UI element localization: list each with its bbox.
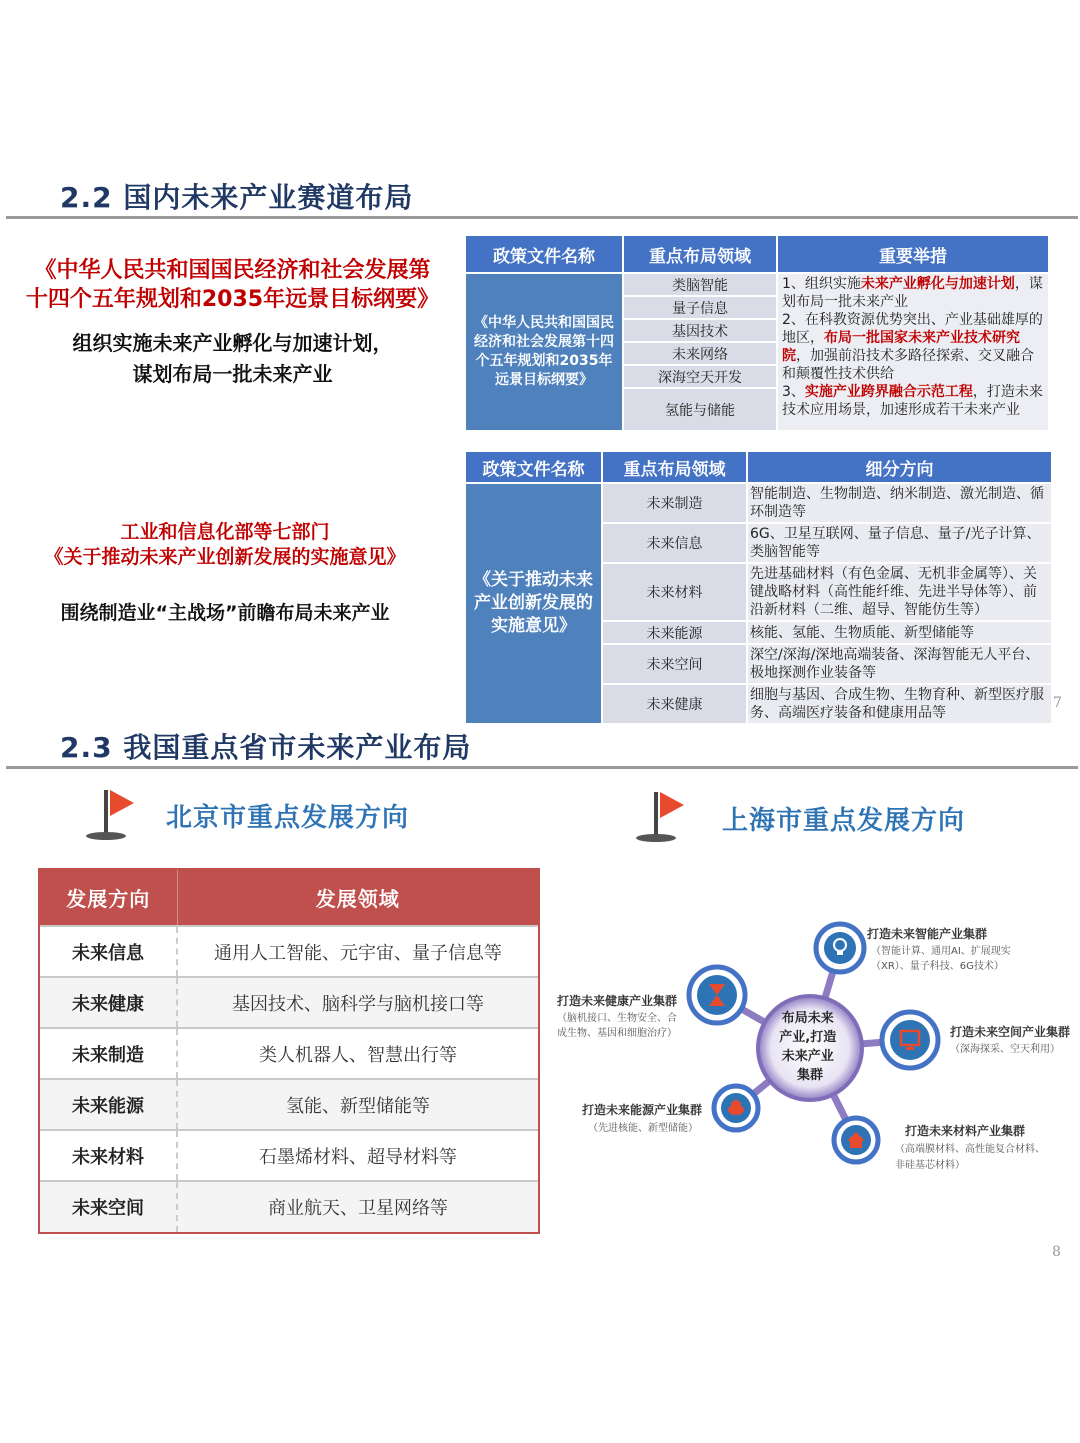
opinion-table-area: 未来健康: [602, 684, 747, 724]
plan-table-area: 基因技术: [623, 319, 777, 342]
opinion-summary: 围绕制造业“主战场”前瞻布局未来产业: [60, 602, 390, 624]
opinion-table-area: 未来信息: [602, 523, 747, 563]
svg-text:成生物、基因和细胞治疗）: 成生物、基因和细胞治疗）: [557, 1028, 677, 1039]
svg-text:（脑机接口、生物安全、合: （脑机接口、生物安全、合: [557, 1013, 677, 1024]
plan-table-area: 深海空天开发: [623, 365, 777, 388]
measure-3-text: 3、: [782, 384, 805, 400]
shanghai-title: 上海市重点发展方向: [722, 806, 966, 836]
opinion-table-doc-name: 《关于推动未来产业创新发展的实施意见》: [465, 483, 602, 724]
beijing-field: 石墨烯材料、超导材料等: [177, 1130, 538, 1181]
svg-text:打造未来健康产业集群: 打造未来健康产业集群: [557, 994, 678, 1008]
node-health: [556, 967, 745, 1039]
plan-table-area: 未来网络: [623, 342, 777, 365]
plan-title-line2: 十四个五年规划和2035年远景目标纲要》: [25, 287, 440, 312]
opinion-table-header-doc: 政策文件名称: [465, 451, 602, 483]
opinion-table: [464, 450, 1053, 725]
node-space: [882, 1012, 1070, 1068]
beijing-header-direction: 发展方向: [40, 870, 177, 926]
node-material: [834, 1118, 1045, 1171]
node-energy: [581, 1086, 758, 1134]
table-row: [40, 1181, 538, 1232]
opinion-table-direction: 深空/深海/深地高端装备、深海智能无人平台、极地探测作业装备等: [747, 644, 1052, 684]
beijing-field: 商业航天、卫星网络等: [177, 1181, 538, 1232]
opinion-title: [20, 520, 430, 570]
center-label: 布局未来 产业,打造 未来产业 集群: [779, 1011, 837, 1083]
page-number-7: 7: [1053, 695, 1062, 711]
svg-text:（深海探采、空天利用）: （深海探采、空天利用）: [950, 1044, 1060, 1055]
beijing-direction: 未来健康: [40, 977, 177, 1028]
measure-2-highlight: 布局一批国家未来产业技术研究院: [782, 330, 1020, 364]
beijing-direction: 未来信息: [40, 926, 177, 977]
svg-text:非硅基芯材料）: 非硅基芯材料）: [895, 1160, 965, 1171]
section-23-divider: [6, 766, 1078, 769]
measure-2-text: 2、在科教资源优势突出、产业基础雄厚的地区，: [782, 312, 1043, 346]
opinion-table-direction: 核能、氢能、生物质能、新型储能等: [747, 621, 1052, 644]
svg-text:打造未来智能产业集群: 打造未来智能产业集群: [867, 927, 988, 941]
opinion-table-direction: 先进基础材料（有色金属、无机非金属等）、关键战略材料（高性能纤维、先进半导体等）、前沿新材料（二维、超导、智能仿生等）: [747, 563, 1052, 621]
section-23-title: 2.3 我国重点省市未来产业布局: [60, 731, 472, 764]
flag-icon: [634, 788, 690, 844]
opinion-table-direction: 智能制造、生物制造、纳米制造、激光制造、循环制造等: [747, 483, 1052, 523]
node-smart: [816, 924, 1011, 972]
plan-summary-line1: 组织实施未来产业孵化与加速计划，: [72, 331, 393, 355]
beijing-table: [38, 868, 540, 1234]
opinion-title-line1: 工业和信息化部等七部门: [120, 521, 330, 543]
beijing-field: 类人机器人、智慧出行等: [177, 1028, 538, 1079]
svg-text:打造未来空间产业集群: 打造未来空间产业集群: [950, 1025, 1071, 1039]
measure-1-highlight: 未来产业孵化与加速计划: [860, 276, 1015, 292]
plan-summary: [10, 328, 455, 390]
plan-table-header-doc: 政策文件名称: [465, 235, 623, 273]
flag-icon: [84, 786, 140, 842]
table-row: [40, 1130, 538, 1181]
plan-title: [10, 256, 455, 314]
beijing-header-field: 发展领域: [177, 870, 538, 926]
plan-table-area: 氢能与储能: [623, 388, 777, 431]
section-22-divider: [6, 216, 1078, 219]
opinion-table-direction: 6G、卫星互联网、量子信息、量子/光子计算、类脑智能等: [747, 523, 1052, 563]
measure-1-text-end: ，谋划布局一批未来产业: [782, 276, 1043, 310]
opinion-table-area: 未来材料: [602, 563, 747, 621]
measure-3-highlight: 实施产业跨界融合示范工程: [804, 384, 973, 400]
svg-text:打造未来能源产业集群: 打造未来能源产业集群: [582, 1103, 703, 1117]
section-22-title: 2.2 国内未来产业赛道布局: [60, 181, 414, 214]
opinion-table-header-direction: 细分方向: [747, 451, 1052, 483]
table-row: [40, 1079, 538, 1130]
beijing-direction: 未来空间: [40, 1181, 177, 1232]
svg-text:（先进核能、新型储能）: （先进核能、新型储能）: [588, 1123, 698, 1134]
beijing-field: 通用人工智能、元宇宙、量子信息等: [177, 926, 538, 977]
svg-text:（高端膜材料、高性能复合材料、: （高端膜材料、高性能复合材料、: [895, 1144, 1045, 1155]
measure-1-text: 1、组织实施: [782, 276, 861, 292]
beijing-field: 基因技术、脑科学与脑机接口等: [177, 977, 538, 1028]
plan-table-header-area: 重点布局领域: [623, 235, 777, 273]
measure-3-text-end: ，打造未来技术应用场景，加速形成若干未来产业: [782, 384, 1043, 418]
svg-text:（智能计算、通用AI、扩展现实: （智能计算、通用AI、扩展现实: [871, 946, 1011, 957]
plan-table: [464, 234, 1050, 432]
opinion-table-area: 未来制造: [602, 483, 747, 523]
beijing-title: 北京市重点发展方向: [166, 803, 410, 833]
svg-text:（XR）、量子科技、6G技术）: （XR）、量子科技、6G技术）: [871, 961, 1004, 972]
plan-table-header-measures: 重要举措: [777, 235, 1049, 273]
beijing-direction: 未来制造: [40, 1028, 177, 1079]
opinion-title-line2: 《关于推动未来产业创新发展的实施意见》: [44, 546, 406, 568]
beijing-field: 氢能、新型储能等: [177, 1079, 538, 1130]
plan-table-area: 量子信息: [623, 296, 777, 319]
table-row: [40, 1028, 538, 1079]
table-row: [40, 977, 538, 1028]
shanghai-cluster-diagram: [550, 900, 1080, 1200]
table-row: [40, 926, 538, 977]
plan-table-doc-name: 《中华人民共和国国民经济和社会发展第十四个五年规划和2035年远景目标纲要》: [465, 273, 623, 431]
beijing-direction: 未来能源: [40, 1079, 177, 1130]
page-number-8: 8: [1052, 1244, 1061, 1260]
opinion-table-area: 未来能源: [602, 621, 747, 644]
plan-title-line1: 《中华人民共和国国民经济和社会发展第: [34, 258, 431, 283]
plan-table-area: 类脑智能: [623, 273, 777, 296]
beijing-direction: 未来材料: [40, 1130, 177, 1181]
plan-table-measures: [777, 273, 1049, 431]
measure-2-text-end: ，加强前沿技术多路径探索、交叉融合和颠覆性技术供给: [782, 348, 1034, 382]
svg-text:打造未来材料产业集群: 打造未来材料产业集群: [905, 1124, 1026, 1138]
opinion-table-header-area: 重点布局领域: [602, 451, 747, 483]
opinion-table-area: 未来空间: [602, 644, 747, 684]
plan-summary-line2: 谋划布局一批未来产业: [132, 362, 333, 386]
opinion-table-direction: 细胞与基因、合成生物、生物育种、新型医疗服务、高端医疗装备和健康用品等: [747, 684, 1052, 724]
